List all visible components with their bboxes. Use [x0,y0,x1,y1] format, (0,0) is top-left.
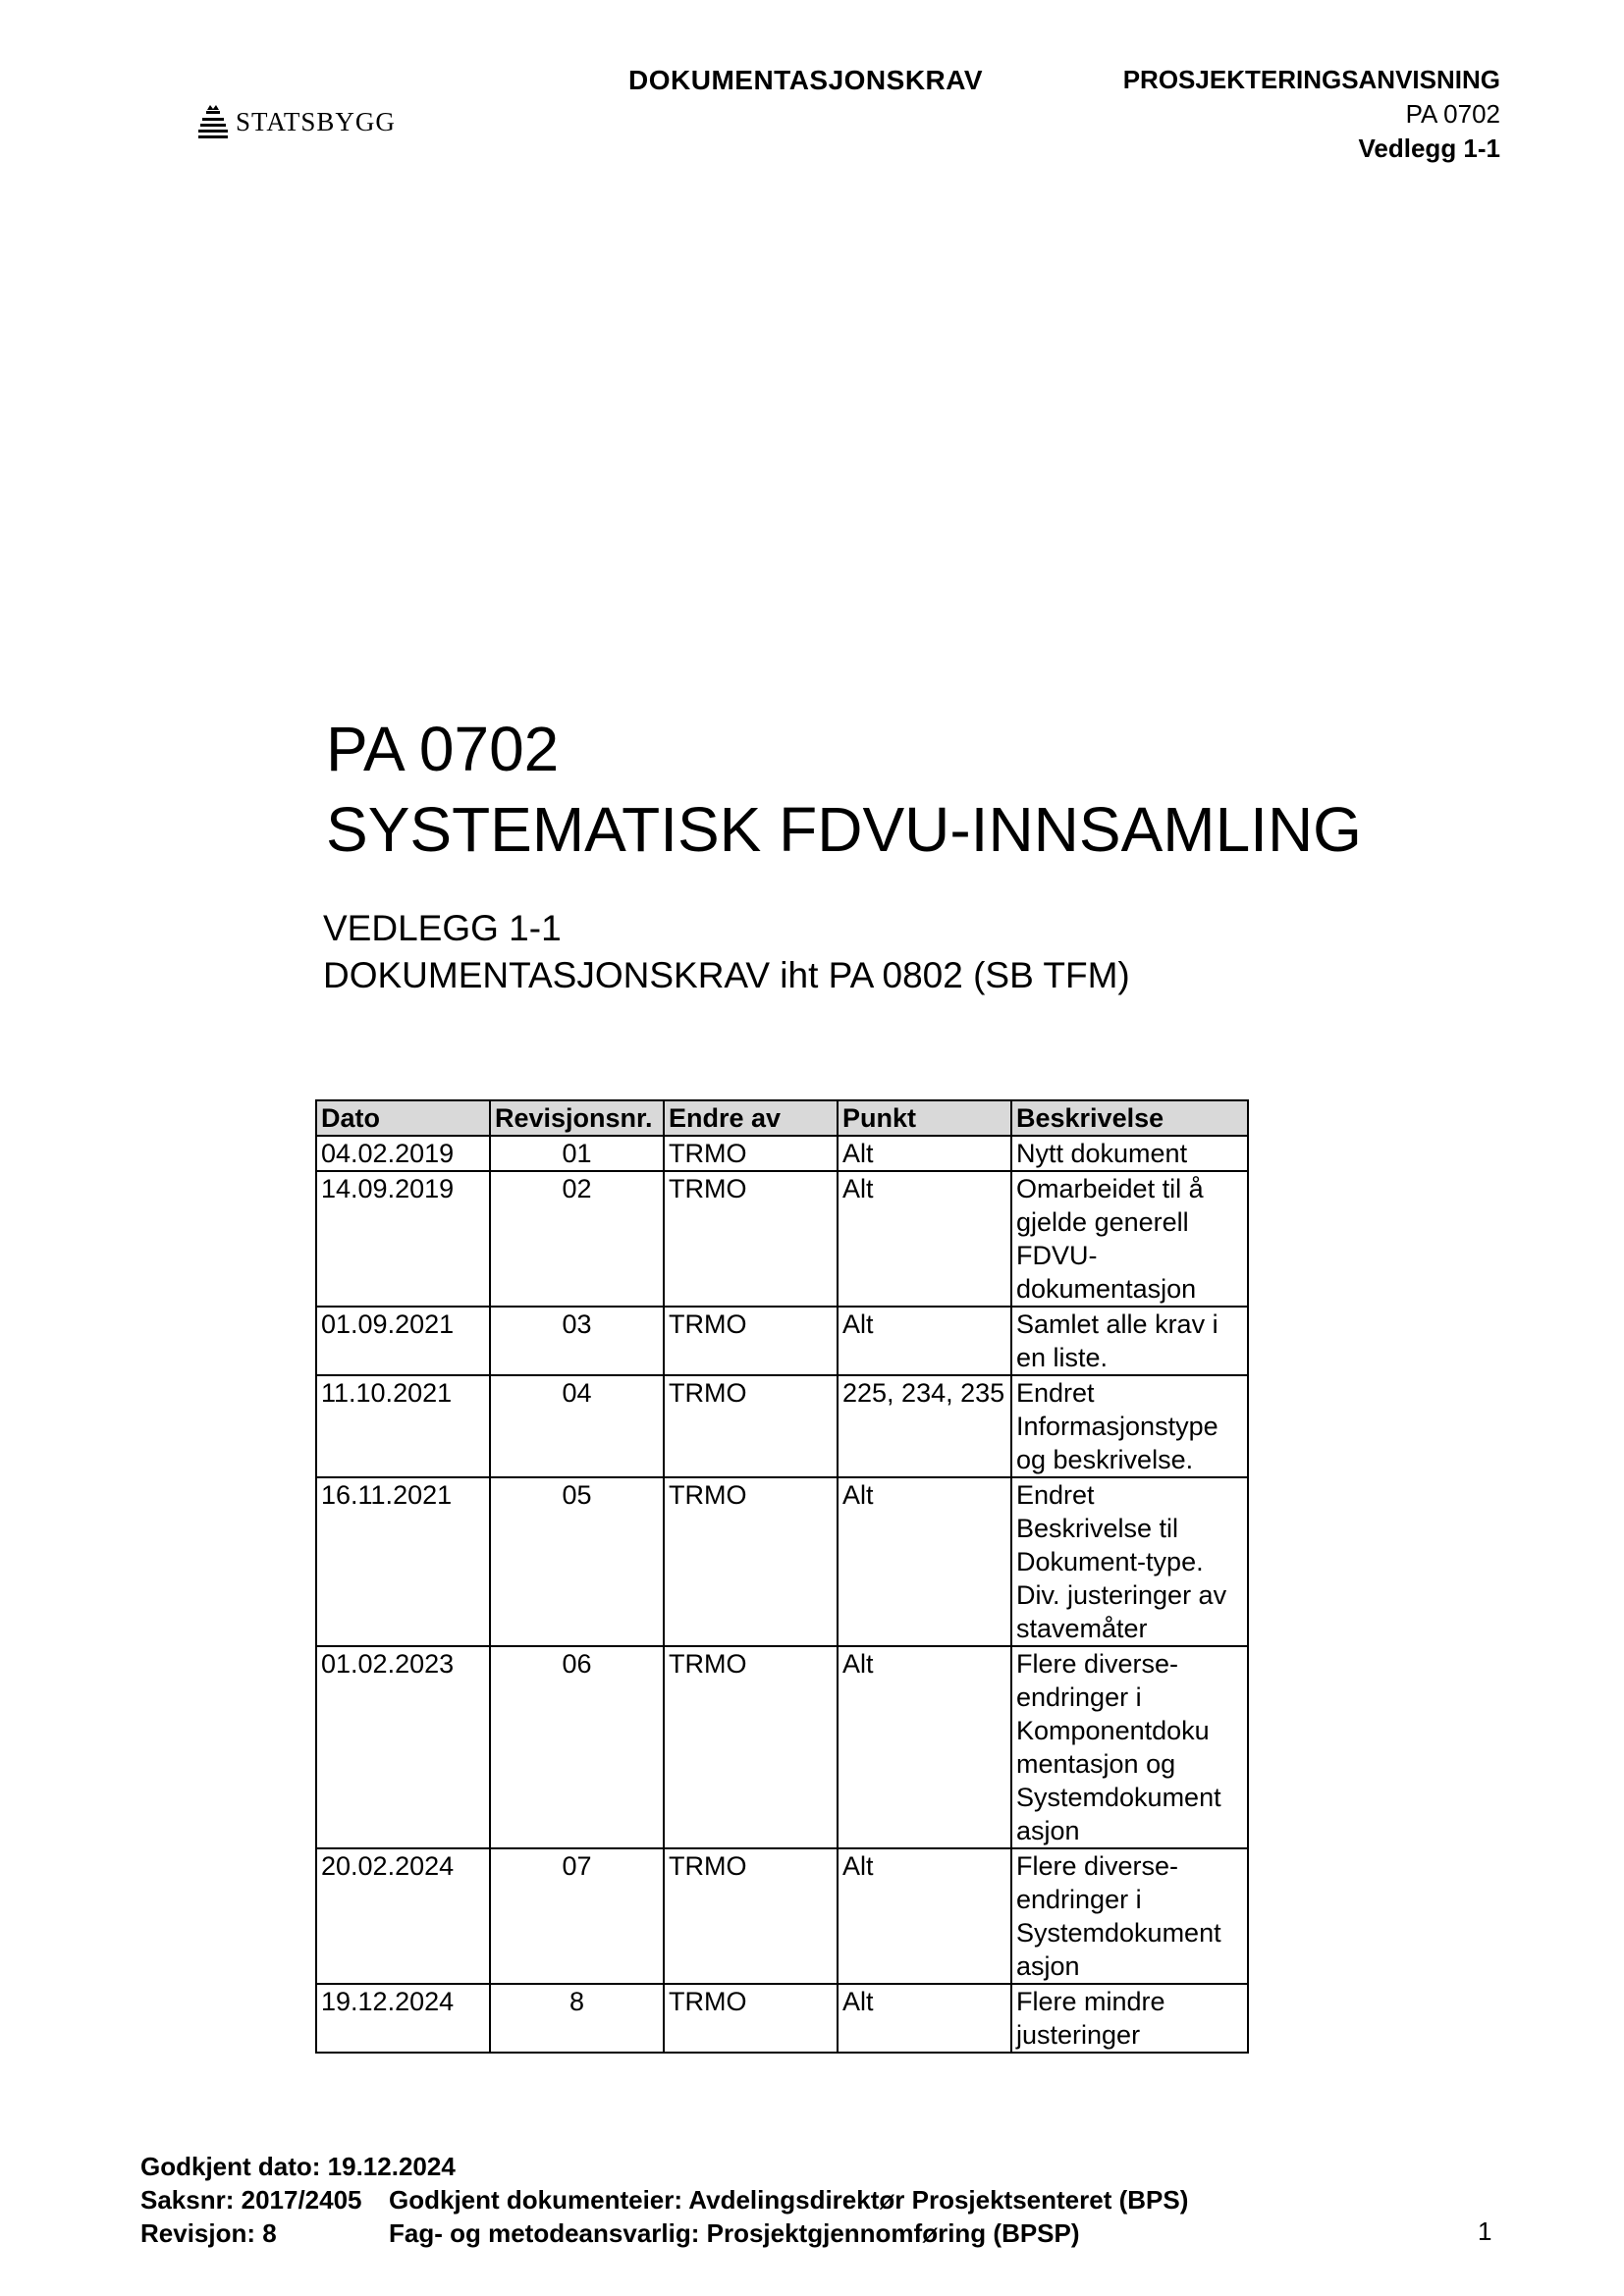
table-header-row [316,1100,1248,1136]
beskrivelse-line: Endret [1016,1480,1095,1510]
footer [140,2150,1188,2250]
cell-dato: 14.09.2019 [316,1171,490,1307]
header-document-id [1123,63,1500,166]
beskrivelse-line: dokumentasjon [1016,1274,1197,1304]
cell-punkt: Alt [838,1171,1011,1307]
beskrivelse-line: Dokument-type. [1016,1547,1204,1576]
beskrivelse-line: Flere diverse- [1016,1649,1179,1679]
beskrivelse-line: Flere mindre [1016,1987,1165,2016]
subtitle-appendix: VEDLEGG 1-1 [323,908,562,948]
table-row [316,1375,1248,1477]
title-code: PA 0702 [326,714,560,784]
cell-dato: 16.11.2021 [316,1477,490,1646]
cell-endret-av: TRMO [664,1848,838,1984]
cell-punkt: Alt [838,1848,1011,1984]
beskrivelse-line: Komponentdoku [1016,1716,1210,1745]
cell-revisjonsnr: 05 [490,1477,664,1646]
beskrivelse-line: gjelde generell [1016,1207,1189,1237]
table-row [316,1136,1248,1171]
beskrivelse-line: og beskrivelse. [1016,1445,1194,1474]
table-row [316,1477,1248,1646]
document-subtitle [323,905,1130,999]
cell-revisjonsnr: 02 [490,1171,664,1307]
cell-dato: 20.02.2024 [316,1848,490,1984]
beskrivelse-line: endringer i [1016,1682,1142,1712]
beskrivelse-line: Endret [1016,1378,1095,1408]
cell-beskrivelse [1011,1646,1248,1848]
header-appendix: Vedlegg 1-1 [1358,133,1500,163]
cell-revisjonsnr: 8 [490,1984,664,2053]
cell-dato: 19.12.2024 [316,1984,490,2053]
cell-endret-av: TRMO [664,1646,838,1848]
col-header-punkt: Punkt [838,1100,1011,1136]
cell-beskrivelse [1011,1984,1248,2053]
footer-document-owner: Godkjent dokumenteier: Avdelingsdirektør Prosjektsenteret (BPS) [389,2185,1189,2215]
cell-dato: 01.09.2021 [316,1307,490,1375]
table-row [316,1171,1248,1307]
cell-dato: 01.02.2023 [316,1646,490,1848]
header-series: PROSJEKTERINGSANVISNING [1122,65,1500,94]
beskrivelse-line: Flere diverse- [1016,1851,1179,1881]
beskrivelse-line: endringer i [1016,1885,1142,1914]
beskrivelse-line: FDVU- [1016,1241,1098,1270]
cell-revisjonsnr: 03 [490,1307,664,1375]
cell-endret-av: TRMO [664,1307,838,1375]
cell-beskrivelse [1011,1171,1248,1307]
beskrivelse-line: stavemåter [1016,1614,1148,1643]
beskrivelse-line: Div. justeringer av [1016,1580,1227,1610]
cell-dato: 11.10.2021 [316,1375,490,1477]
cell-beskrivelse [1011,1136,1248,1171]
beskrivelse-line: Systemdokument [1016,1918,1221,1948]
cell-punkt: Alt [838,1646,1011,1848]
cell-beskrivelse [1011,1477,1248,1646]
cell-beskrivelse [1011,1307,1248,1375]
beskrivelse-line: justeringer [1016,2020,1141,2050]
col-header-beskrivelse: Beskrivelse [1011,1100,1248,1136]
cell-punkt: Alt [838,1136,1011,1171]
beskrivelse-line: Beskrivelse til [1016,1514,1179,1543]
cell-revisjonsnr: 07 [490,1848,664,1984]
logo-text: STATSBYGG [236,106,396,136]
page-number: 1 [1478,2216,1492,2246]
beskrivelse-line: asjon [1016,1816,1080,1845]
cell-endret-av: TRMO [664,1984,838,2053]
table-row [316,1848,1248,1984]
cell-beskrivelse [1011,1848,1248,1984]
crown-icon [198,102,228,141]
cell-punkt: Alt [838,1307,1011,1375]
footer-approved-date: Godkjent dato: 19.12.2024 [140,2152,456,2181]
table-row [316,1984,1248,2053]
beskrivelse-line: Systemdokument [1016,1783,1221,1812]
cell-beskrivelse [1011,1375,1248,1477]
revision-table-body [316,1136,1248,2053]
table-row [316,1307,1248,1375]
footer-revision: Revisjon: 8 [140,2218,277,2248]
cell-revisjonsnr: 06 [490,1646,664,1848]
beskrivelse-line: asjon [1016,1951,1080,1981]
beskrivelse-line: Informasjonstype [1016,1412,1218,1441]
beskrivelse-line: mentasjon og [1016,1749,1176,1779]
beskrivelse-line: Nytt dokument [1016,1139,1188,1168]
cell-revisjonsnr: 04 [490,1375,664,1477]
beskrivelse-line: Samlet alle krav i [1016,1309,1218,1339]
subtitle-description: DOKUMENTASJONSKRAV iht PA 0802 (SB TFM) [323,955,1130,995]
footer-responsible: Fag- og metodeansvarlig: Prosjektgjennomføring (BPSP) [389,2218,1080,2248]
cell-punkt: Alt [838,1477,1011,1646]
header-document-type: DOKUMENTASJONSKRAV [628,65,984,95]
beskrivelse-line: Omarbeidet til å [1016,1174,1204,1203]
cell-endret-av: TRMO [664,1171,838,1307]
cell-endret-av: TRMO [664,1136,838,1171]
col-header-dato: Dato [316,1100,490,1136]
cell-punkt: Alt [838,1984,1011,2053]
header-code: PA 0702 [1405,99,1500,129]
beskrivelse-line: en liste. [1016,1343,1109,1372]
revision-table [315,1099,1249,2054]
footer-case-number: Saksnr: 2017/2405 [140,2185,362,2215]
statsbygg-logo [198,102,396,141]
title-name: SYSTEMATISK FDVU-INNSAMLING [326,794,1362,865]
cell-endret-av: TRMO [664,1477,838,1646]
col-header-endre-av: Endre av [664,1100,838,1136]
document-title [326,709,1362,870]
cell-revisjonsnr: 01 [490,1136,664,1171]
cell-punkt: 225, 234, 235 [838,1375,1011,1477]
col-header-revisjonsnr: Revisjonsnr. [490,1100,664,1136]
table-row [316,1646,1248,1848]
cell-dato: 04.02.2019 [316,1136,490,1171]
cell-endret-av: TRMO [664,1375,838,1477]
